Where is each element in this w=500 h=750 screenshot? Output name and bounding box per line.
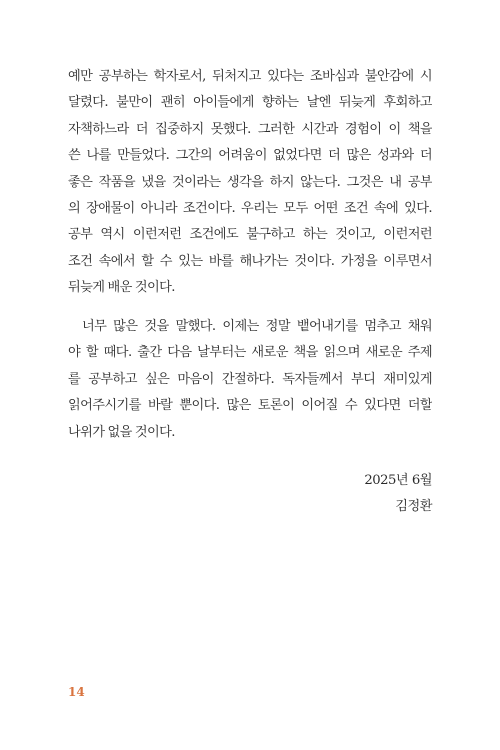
text-line: 자책하느라 더 집중하지 못했다. 그러한 시간과 경험이 이 책을	[68, 121, 432, 137]
text-line: 읽어주시기를 바랄 뿐이다. 많은 토론이 이어질 수 있다면 더할	[68, 398, 432, 414]
page-number: 14	[68, 685, 85, 699]
text-line: 달렸다. 불만이 괜히 아이들에게 향하는 날엔 뒤늦게 후회하고	[68, 95, 432, 111]
signature-name: 김정환	[395, 499, 432, 514]
paragraph-2	[68, 314, 432, 446]
text-line: 공부 역시 이런저런 조건에도 불구하고 하는 것이고, 이런저런	[68, 227, 432, 243]
text-line: 예만 공부하는 학자로서, 뒤처지고 있다는 조바심과 불안감에 시	[68, 69, 432, 84]
text-line-indented: 너무 많은 것을 말했다. 이제는 정말 뱉어내기를 멈추고 채워	[82, 319, 432, 334]
text-line-last: 나위가 없을 것이다.	[68, 424, 175, 440]
text-line-last: 뒤늦게 배운 것이다.	[68, 280, 175, 296]
text-line: 야 할 때다. 출간 다음 날부터는 새로운 책을 읽으며 새로운 주제	[68, 345, 432, 361]
paragraph-1	[68, 64, 432, 302]
text-line: 조건 속에서 할 수 있는 바를 해나가는 것이다. 가정을 이루면서	[68, 253, 432, 269]
text-line: 의 장애물이 아니라 조건이다. 우리는 모두 어떤 조건 속에 있다.	[68, 200, 432, 216]
text-line: 쓴 나를 만들었다. 그간의 어려움이 없었다면 더 많은 성과와 더	[68, 148, 432, 164]
text-line: 좋은 작품을 냈을 것이라는 생각을 하지 않는다. 그것은 내 공부	[68, 174, 432, 190]
text-line: 를 공부하고 싶은 마음이 간절하다. 독자들께서 부디 재미있게	[68, 371, 432, 387]
signature-date: 2025년 6월	[364, 473, 432, 488]
